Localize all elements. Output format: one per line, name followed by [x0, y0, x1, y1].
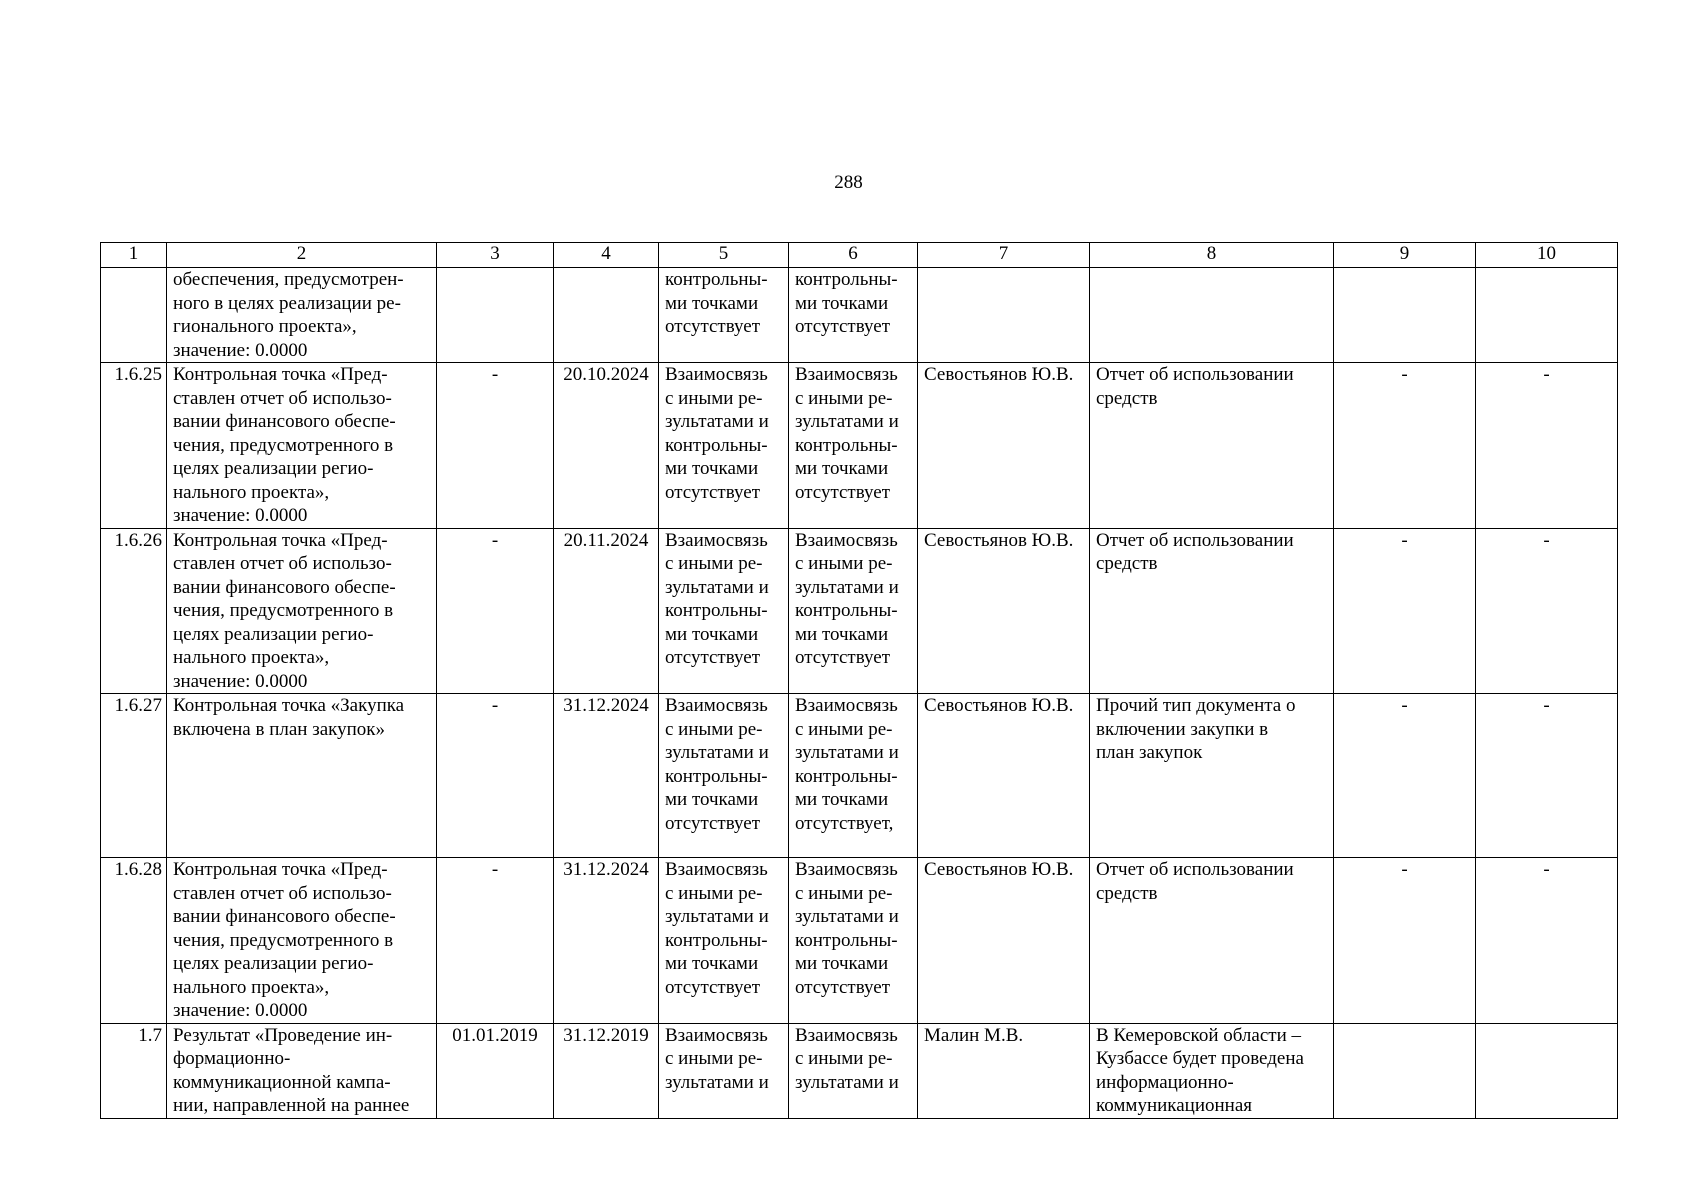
- page-number: 288: [834, 172, 863, 193]
- row-name: обеспечения, предусмотрен- ного в целях реализации ре- гионального проекта», значение: 0.0000: [167, 268, 437, 363]
- row-end-date: 20.11.2024: [554, 528, 659, 694]
- row-col9: -: [1334, 363, 1476, 529]
- row-col9: -: [1334, 858, 1476, 1024]
- row-number: 1.7: [101, 1023, 167, 1118]
- row-number: 1.6.27: [101, 694, 167, 858]
- row-name: Контрольная точка «Пред- ставлен отчет об использо- вании финансового обеспе- чения, предусмотренного в целях реализации регио- нального проекта», значение: 0.0000: [167, 363, 437, 529]
- row-col10: [1476, 268, 1618, 363]
- table-row: [101, 268, 1618, 363]
- row-relation-next: контрольны- ми точками отсутствует: [789, 268, 918, 363]
- row-relation-next: Взаимосвязь с иными ре- зультатами и контрольны- ми точками отсутствует: [789, 528, 918, 694]
- row-responsible: [918, 268, 1090, 363]
- header-cell: 5: [659, 243, 789, 268]
- row-start-date: -: [437, 528, 554, 694]
- row-start-date: -: [437, 363, 554, 529]
- row-end-date: [554, 268, 659, 363]
- table-row: [101, 694, 1618, 858]
- row-relation-next: Взаимосвязь с иными ре- зультатами и контрольны- ми точками отсутствует,: [789, 694, 918, 858]
- row-relation-prev: Взаимосвязь с иными ре- зультатами и контрольны- ми точками отсутствует: [659, 694, 789, 858]
- row-col9: -: [1334, 694, 1476, 858]
- header-cell: 4: [554, 243, 659, 268]
- row-relation-prev: Взаимосвязь с иными ре- зультатами и контрольны- ми точками отсутствует: [659, 528, 789, 694]
- row-name: Контрольная точка «Пред- ставлен отчет об использо- вании финансового обеспе- чения, предусмотренного в целях реализации регио- нального проекта», значение: 0.0000: [167, 858, 437, 1024]
- header-cell: 1: [101, 243, 167, 268]
- row-responsible: Севостьянов Ю.В.: [918, 528, 1090, 694]
- row-document: В Кемеровской области – Кузбассе будет проведена информационно- коммуникационная: [1090, 1023, 1334, 1118]
- row-relation-next: Взаимосвязь с иными ре- зультатами и контрольны- ми точками отсутствует: [789, 363, 918, 529]
- row-relation-next: Взаимосвязь с иными ре- зультатами и контрольны- ми точками отсутствует: [789, 858, 918, 1024]
- header-cell: 10: [1476, 243, 1618, 268]
- row-responsible: Севостьянов Ю.В.: [918, 858, 1090, 1024]
- row-end-date: 31.12.2019: [554, 1023, 659, 1118]
- row-responsible: Севостьянов Ю.В.: [918, 363, 1090, 529]
- row-relation-prev: контрольны- ми точками отсутствует: [659, 268, 789, 363]
- row-name: Результат «Проведение ин- формационно- коммуникационной кампа- нии, направленной на раннее: [167, 1023, 437, 1118]
- row-number: 1.6.25: [101, 363, 167, 529]
- row-col9: [1334, 268, 1476, 363]
- row-relation-prev: Взаимосвязь с иными ре- зультатами и контрольны- ми точками отсутствует: [659, 363, 789, 529]
- row-document: Прочий тип документа о включении закупки в план закупок: [1090, 694, 1334, 858]
- row-relation-prev: Взаимосвязь с иными ре- зультатами и: [659, 1023, 789, 1118]
- header-row: [101, 243, 1618, 268]
- row-document: [1090, 268, 1334, 363]
- header-cell: 3: [437, 243, 554, 268]
- table-row: [101, 1023, 1618, 1118]
- row-responsible: Малин М.В.: [918, 1023, 1090, 1118]
- row-col9: [1334, 1023, 1476, 1118]
- milestones-table: [100, 242, 1618, 1119]
- table-row: [101, 528, 1618, 694]
- row-relation-prev: Взаимосвязь с иными ре- зультатами и контрольны- ми точками отсутствует: [659, 858, 789, 1024]
- header-cell: 7: [918, 243, 1090, 268]
- row-col10: -: [1476, 363, 1618, 529]
- header-cell: 6: [789, 243, 918, 268]
- row-start-date: 01.01.2019: [437, 1023, 554, 1118]
- row-col10: [1476, 1023, 1618, 1118]
- table-row: [101, 858, 1618, 1024]
- row-document: Отчет об использовании средств: [1090, 363, 1334, 529]
- row-col10: -: [1476, 694, 1618, 858]
- row-relation-next: Взаимосвязь с иными ре- зультатами и: [789, 1023, 918, 1118]
- header-cell: 9: [1334, 243, 1476, 268]
- row-col10: -: [1476, 858, 1618, 1024]
- row-end-date: 20.10.2024: [554, 363, 659, 529]
- row-responsible: Севостьянов Ю.В.: [918, 694, 1090, 858]
- row-end-date: 31.12.2024: [554, 858, 659, 1024]
- row-number: 1.6.28: [101, 858, 167, 1024]
- row-document: Отчет об использовании средств: [1090, 528, 1334, 694]
- table-row: [101, 363, 1618, 529]
- row-number: [101, 268, 167, 363]
- row-col9: -: [1334, 528, 1476, 694]
- row-name: Контрольная точка «Пред- ставлен отчет об использо- вании финансового обеспе- чения, предусмотренного в целях реализации регио- нального проекта», значение: 0.0000: [167, 528, 437, 694]
- row-start-date: -: [437, 694, 554, 858]
- row-start-date: [437, 268, 554, 363]
- header-cell: 8: [1090, 243, 1334, 268]
- row-name: Контрольная точка «Закупка включена в план закупок»: [167, 694, 437, 858]
- row-number: 1.6.26: [101, 528, 167, 694]
- row-start-date: -: [437, 858, 554, 1024]
- row-document: Отчет об использовании средств: [1090, 858, 1334, 1024]
- row-col10: -: [1476, 528, 1618, 694]
- header-cell: 2: [167, 243, 437, 268]
- row-end-date: 31.12.2024: [554, 694, 659, 858]
